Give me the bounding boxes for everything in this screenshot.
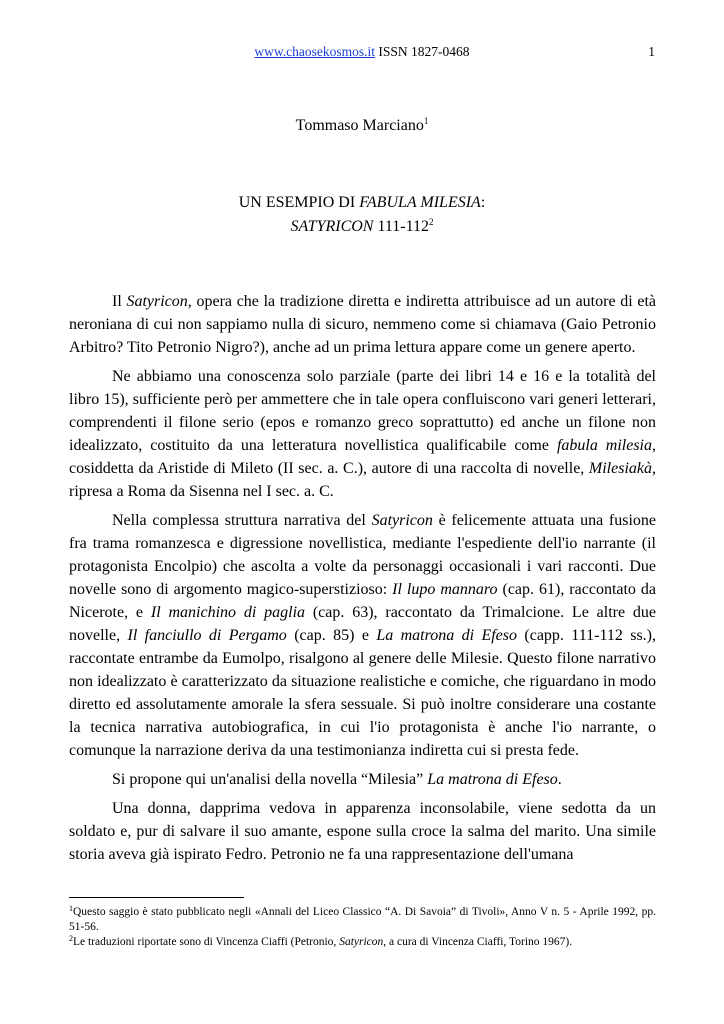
issn-text: ISSN 1827-0468 (375, 44, 470, 59)
paragraph-5 (69, 797, 656, 866)
paragraph-emphasis: La matrona di Efeso (376, 627, 517, 644)
paragraph-emphasis: La matrona di Efeso (427, 771, 558, 788)
title-line-2 (0, 215, 724, 239)
author-name: Tommaso Marciano (295, 117, 424, 134)
paragraph-3 (69, 509, 656, 762)
paragraph-4 (69, 768, 656, 791)
footnote-text: Le traduzioni riportate sono di Vincenza Ciaffi (Petronio, (73, 936, 340, 948)
title-emphasis: FABULA MILESIA (359, 194, 481, 211)
paragraph-text: Il (112, 293, 127, 310)
title-text: UN ESEMPIO DI (238, 194, 360, 211)
paragraph-emphasis: Milesiakà (588, 460, 652, 477)
paragraph-text: , opera che la tradizione diretta e indiretta attribuisce ad un autore di età neroniana di cui non sappiamo nulla di sicuro, nemmeno come si chiamava (Gaio Petronio Arbitro? Tito Petronio Nigro?), anche ad un prima lettura appare come un genere aperto. (69, 293, 657, 356)
title-text: : (480, 194, 486, 211)
paragraph-text: Ne abbiamo una conoscenza solo parziale (parte dei libri 14 e 16 e la totalità del libro 15), sufficiente però per ammettere che in tale opera confluiscono vari generi letterari, comprendenti il filone serio (epos e romanzo greco soprattutto) ed anche un filone non idealizzato, costituito da una letteratura novellistica qualificabile come (69, 368, 656, 454)
footnotes (69, 905, 656, 950)
article-body (69, 290, 656, 872)
paragraph-emphasis: Il manichino di paglia (150, 604, 306, 621)
paragraph-text: , ripresa a Roma da Sisenna nel I sec. a. C. (69, 460, 656, 500)
title-text: 111-112 (373, 218, 430, 235)
paragraph-emphasis: Il fanciullo di Pergamo (127, 627, 287, 644)
paragraph-text: , cosiddetta da Aristide di Mileto (II sec. a. C.), autore di una raccolta di novelle, (69, 437, 657, 477)
title-emphasis: SATYRICON (290, 218, 374, 235)
footnote-number: 1 (69, 904, 73, 913)
paragraph-text: Nella complessa struttura narrativa del (112, 512, 372, 529)
footnote-number: 2 (69, 934, 73, 943)
paragraph-text: (capp. 111-112 ss.), raccontate entrambe da Eumolpo, risalgono al genere delle Milesie. Questo filone narrativo non idealizzato è caratterizzato da situazione realistiche e comiche, che riguardano in modo diretto ed assolutamente amorale la sfera sessuale. Si può inoltre considerare una costante la tecnica narrativa autobiografica, in cui l'io protagonista è anche l'io narrante, o comunque la narrazione deriva da una testimonianza indiretta cui si presta fede. (69, 627, 657, 759)
footnote-separator (69, 897, 244, 898)
paragraph-emphasis: Satyricon (371, 512, 433, 529)
paragraph-text: (cap. 61), raccontato da Nicerote, e (69, 581, 657, 621)
footnote-1 (69, 905, 656, 935)
title-line-1 (0, 191, 724, 215)
paragraph-text: (cap. 85) e (286, 627, 377, 644)
paragraph-2 (69, 365, 656, 503)
paragraph-emphasis: Il lupo mannaro (392, 581, 498, 598)
footnote-marker-2[interactable]: 2 (429, 217, 434, 227)
paragraph-1 (69, 290, 656, 359)
footnote-text: Questo saggio è stato pubblicato negli «Annali del Liceo Classico “A. Di Savoia” di Tivoli», Anno V n. 5 - Aprile 1992, pp. 51-56. (69, 906, 656, 933)
paragraph-text: Si propone qui un'analisi della novella “Milesia” (112, 771, 428, 788)
footnote-2 (69, 935, 656, 950)
article-title (0, 191, 724, 239)
paragraph-text: (cap. 63), raccontato da Trimalcione. Le altre due novelle, (69, 604, 656, 644)
author-line (0, 117, 724, 135)
page-header (0, 44, 724, 64)
footnote-text: , a cura di Vincenza Ciaffi, Torino 1967). (383, 936, 573, 948)
footnote-emphasis: Satyricon (339, 936, 384, 948)
paragraph-emphasis: Satyricon (126, 293, 188, 310)
paragraph-text: Una donna, dapprima vedova in apparenza inconsolabile, viene sedotta da un soldato e, pur di salvare il suo amante, espone sulla croce la salma del marito. Una simile storia aveva già ispirato Fedro. Petronio ne fa una rappresentazione dell'umana (69, 800, 656, 863)
header-center (0, 44, 724, 60)
paragraph-emphasis: fabula milesia (556, 437, 653, 454)
paragraph-text: è felicemente attuata una fusione fra trama romanzesca e digressione novellistica, mediante l'espediente dell'io narrante (il protagonista Encolpio) che ascolta a volte da personaggi occasionali i vari racconti. Due novelle sono di argomento magico-superstizioso: (69, 512, 657, 598)
paragraph-text: . (557, 771, 562, 788)
footnote-marker-1[interactable]: 1 (423, 116, 429, 126)
website-link[interactable]: www.chaosekosmos.it (254, 44, 376, 59)
page-number: 1 (648, 44, 655, 59)
